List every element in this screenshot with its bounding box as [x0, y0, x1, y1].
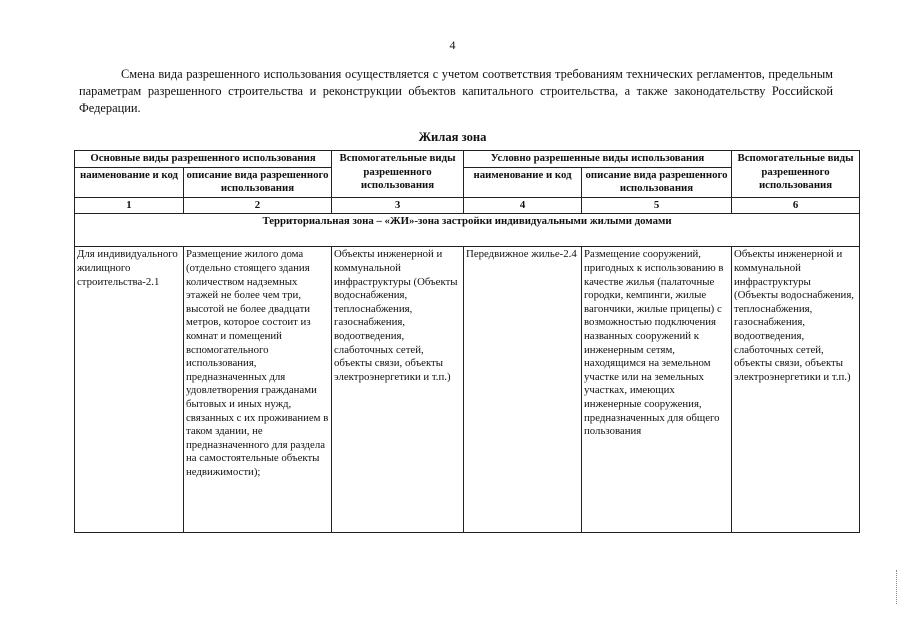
subheader-name-code-2: наименование и код [464, 167, 582, 197]
subheader-name-code-1: наименование и код [75, 167, 184, 197]
cell-aux-objects-1: Объекты инженерной и коммунальной инфраструктуры (Объекты водоснабжения, теплоснабжения, газоснабжения, водоотведения, слаботочных сетей, объекты связи, объекты электроэнергетики и т.п.) [332, 247, 464, 533]
zone-title: Жилая зона [418, 130, 487, 144]
page-number: 4 [449, 38, 456, 52]
table-row [75, 247, 860, 533]
column-number: 1 [75, 197, 184, 214]
territorial-zone-row [75, 214, 860, 247]
cell-main-name-code: Для индивидуального жилищного строительства-2.1 [75, 247, 184, 533]
margin-scan-mark [896, 570, 899, 604]
subheader-description-1: описание вида разрешенного использования [184, 167, 332, 197]
cell-aux-objects-2: Объекты инженерной и коммунальной инфраструктуры (Объекты водоснабжения, теплоснабжения, газоснабжения, водоотведения, слаботочных сетей, объекты связи, объекты электроэнергетики и т.п.) [732, 247, 860, 533]
intro-paragraph: Смена вида разрешенного использования осуществляется с учетом соответствия требованиям технических регламентов, предельным параметрам разрешенного строительства и реконструкции объектов капитального строительства, а также законодательству Российской Федерации. [79, 67, 833, 115]
column-number-row [75, 197, 860, 214]
column-number: 5 [582, 197, 732, 214]
header-conditional-uses: Условно разрешенные виды использования [464, 151, 732, 168]
column-number: 3 [332, 197, 464, 214]
territorial-zone-title: Территориальная зона – «ЖИ»-зона застройки индивидуальными жилыми домами [75, 214, 860, 247]
column-number: 2 [184, 197, 332, 214]
cell-conditional-name-code: Передвижное жилье-2.4 [464, 247, 582, 533]
header-aux-uses-1: Вспомогательные виды разрешенного использования [332, 151, 464, 198]
cell-conditional-description: Размещение сооружений, пригодных к использованию в качестве жилья (палаточные городки, кемпинги, жилые вагончики, жилые прицепы) с возможностью подключения названных сооружений к инженерным сетям, находящимся на земельном участке или на земельных участках, имеющих инженерные сооружения, предназначенных для общего пользования [582, 247, 732, 533]
cell-main-description: Размещение жилого дома (отдельно стоящего здания количеством надземных этажей не более чем три, высотой не более двадцати метров, которое состоит из комнат и помещений вспомогательного использования, предназначенных для удовлетворения гражданами бытовых и иных нужд, связанных с их проживанием в таком здании, не предназначенного для раздела на самостоятельные объекты недвижимости); [184, 247, 332, 533]
column-number: 4 [464, 197, 582, 214]
land-use-table [74, 150, 860, 533]
column-number: 6 [732, 197, 860, 214]
group-header-row [75, 151, 860, 168]
subheader-description-2: описание вида разрешенного использования [582, 167, 732, 197]
header-aux-uses-2: Вспомогательные виды разрешенного использования [732, 151, 860, 198]
header-main-uses: Основные виды разрешенного использования [75, 151, 332, 168]
